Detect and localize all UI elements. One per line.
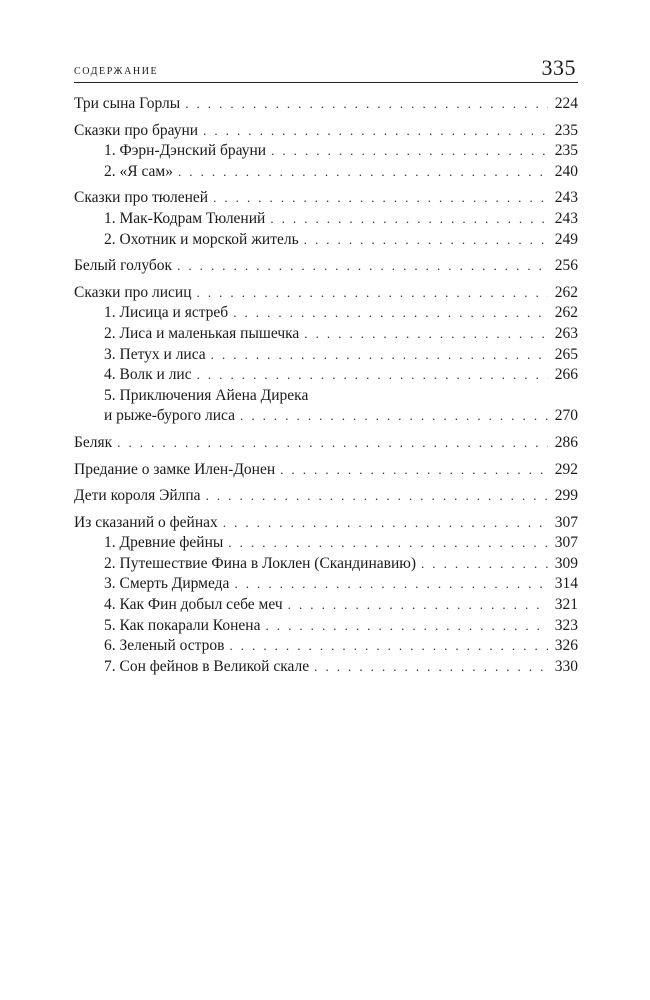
- toc-subentry: [74, 209, 578, 230]
- toc-entry-page: 256: [554, 257, 578, 275]
- dot-leader: [271, 141, 548, 162]
- toc-subentry: [74, 595, 578, 616]
- toc-subentry-title: 3. Петух и лиса: [104, 345, 206, 363]
- toc-subentry-title: 1. Мак-Кодрам Тюлений: [104, 209, 266, 227]
- toc-group: [74, 513, 578, 678]
- toc-entry-page: 299: [554, 487, 578, 505]
- dot-leader: [117, 433, 548, 454]
- toc-subentry: [74, 636, 578, 657]
- toc-subentry: [74, 554, 578, 575]
- running-header: [74, 52, 578, 83]
- toc-subentry-page: 263: [554, 324, 578, 342]
- toc-entry-page: 307: [554, 513, 578, 531]
- toc-subentry: [74, 345, 578, 366]
- toc-entry-title: Сказки про брауни: [74, 121, 199, 139]
- dot-leader: [304, 324, 548, 345]
- dot-leader: [211, 345, 548, 366]
- toc-entry-title: Дети короля Эйлпа: [74, 487, 201, 505]
- dot-leader: [197, 365, 548, 386]
- toc-entry-title: Белый голубок: [74, 257, 173, 275]
- dot-leader: [185, 94, 548, 115]
- toc-entry: [74, 94, 578, 115]
- toc-subentry-page: 235: [554, 142, 578, 160]
- toc-entry: [74, 121, 578, 142]
- dot-leader: [178, 162, 548, 183]
- toc-subentry-title-line1: 5. Приключения Айена Дирека: [104, 386, 309, 404]
- toc-subentry: [74, 533, 578, 554]
- toc-subentry: [74, 406, 578, 427]
- toc-entry-title: Предание о замке Илен-Донен: [74, 460, 276, 478]
- dot-leader: [265, 616, 548, 637]
- toc-subentry-page: 309: [554, 554, 578, 572]
- dot-leader: [270, 209, 548, 230]
- toc-entry: [74, 256, 578, 277]
- toc-subentry-page: 323: [554, 616, 578, 634]
- page-number: 335: [541, 55, 576, 80]
- toc-entry-page: 235: [554, 121, 578, 139]
- dot-leader: [213, 188, 548, 209]
- toc-entry-title: Три сына Горлы: [74, 95, 181, 112]
- dot-leader: [228, 533, 548, 554]
- toc-subentry-page: 240: [554, 162, 578, 180]
- toc-subentry-title: и рыже-бурого лиса: [104, 407, 236, 425]
- toc-subentry-page: 262: [554, 304, 578, 322]
- toc-entry: [74, 433, 578, 454]
- toc-entry-page: 243: [554, 189, 578, 207]
- toc-subentry-page: 265: [554, 345, 578, 363]
- toc-subentry-page: 266: [554, 366, 578, 384]
- toc-group: [74, 283, 578, 427]
- toc-group: [74, 94, 578, 115]
- toc-subentry: [74, 162, 578, 183]
- dot-leader: [203, 121, 548, 142]
- toc-subentry-title: 1. Древние фейны: [104, 534, 224, 552]
- dot-leader: [304, 230, 548, 251]
- toc-subentry: [74, 303, 578, 324]
- toc-subentry: [74, 230, 578, 251]
- toc-entry-page: 224: [554, 95, 578, 112]
- toc-subentry-title: 1. Фэрн-Дэнский брауни: [104, 142, 267, 160]
- toc-subentry-title: 4. Как Фин добыл себе меч: [104, 596, 283, 614]
- toc-group: [74, 121, 578, 183]
- dot-leader: [421, 554, 548, 575]
- toc-entry-page: 286: [554, 433, 578, 451]
- toc-subentry-page: 249: [554, 230, 578, 248]
- toc-entry: [74, 486, 578, 507]
- toc-subentry-title: 2. «Я сам»: [104, 162, 173, 180]
- toc-subentry-title: 2. Путешествие Фина в Локлен (Скандинавию): [104, 554, 416, 572]
- dot-leader: [314, 657, 548, 678]
- dot-leader: [177, 256, 548, 277]
- dot-leader: [233, 303, 548, 324]
- toc-entry-title: Из сказаний о фейнах: [74, 513, 218, 531]
- toc-entry-title: Сказки про тюленей: [74, 189, 209, 207]
- toc-group: [74, 433, 578, 454]
- toc-subentry-title: 3. Смерть Дирмеда: [104, 575, 230, 593]
- toc-subentry-title: 4. Волк и лис: [104, 366, 192, 384]
- toc-subentry: [74, 324, 578, 345]
- toc-subentry-title: 2. Лиса и маленькая пышечка: [104, 324, 300, 342]
- toc-group: [74, 188, 578, 250]
- table-of-contents: [74, 94, 578, 679]
- toc-entry-title: Сказки про лисиц: [74, 283, 192, 301]
- toc-entry-page: 262: [554, 283, 578, 301]
- toc-subentry: [74, 365, 578, 386]
- dot-leader: [234, 574, 548, 595]
- toc-entry: [74, 460, 578, 481]
- toc-subentry: [74, 141, 578, 162]
- toc-subentry-page: 314: [554, 575, 578, 593]
- dot-leader: [223, 513, 548, 534]
- toc-subentry: [74, 616, 578, 637]
- toc-subentry-page: 270: [554, 407, 578, 425]
- toc-entry-title: Беляк: [74, 433, 113, 451]
- toc-group: [74, 460, 578, 481]
- toc-subentry: [74, 657, 578, 678]
- dot-leader: [206, 486, 548, 507]
- toc-subentry-title: 6. Зеленый остров: [104, 637, 225, 655]
- toc-subentry-title: 2. Охотник и морской житель: [104, 230, 299, 248]
- toc-subentry-title: 7. Сон фейнов в Великой скале: [104, 657, 310, 675]
- dot-leader: [288, 595, 548, 616]
- toc-group: [74, 256, 578, 277]
- dot-leader: [197, 283, 548, 304]
- toc-subentry-page: 321: [554, 596, 578, 614]
- toc-subentry-page: 243: [554, 209, 578, 227]
- dot-leader: [229, 636, 548, 657]
- toc-group: [74, 486, 578, 507]
- toc-entry-page: 292: [554, 460, 578, 478]
- dot-leader: [240, 406, 548, 427]
- toc-subentry-page: 330: [554, 657, 578, 675]
- dot-leader: [280, 460, 548, 481]
- toc-subentry-title: 5. Как покарали Конена: [104, 616, 261, 634]
- toc-subentry-title: 1. Лисица и ястреб: [104, 304, 229, 322]
- toc-entry: [74, 513, 578, 534]
- toc-subentry-page: 326: [554, 637, 578, 655]
- toc-entry: [74, 188, 578, 209]
- toc-subentry: [74, 574, 578, 595]
- toc-subentry-page: 307: [554, 534, 578, 552]
- toc-entry: [74, 283, 578, 304]
- running-title: содержание: [74, 63, 159, 78]
